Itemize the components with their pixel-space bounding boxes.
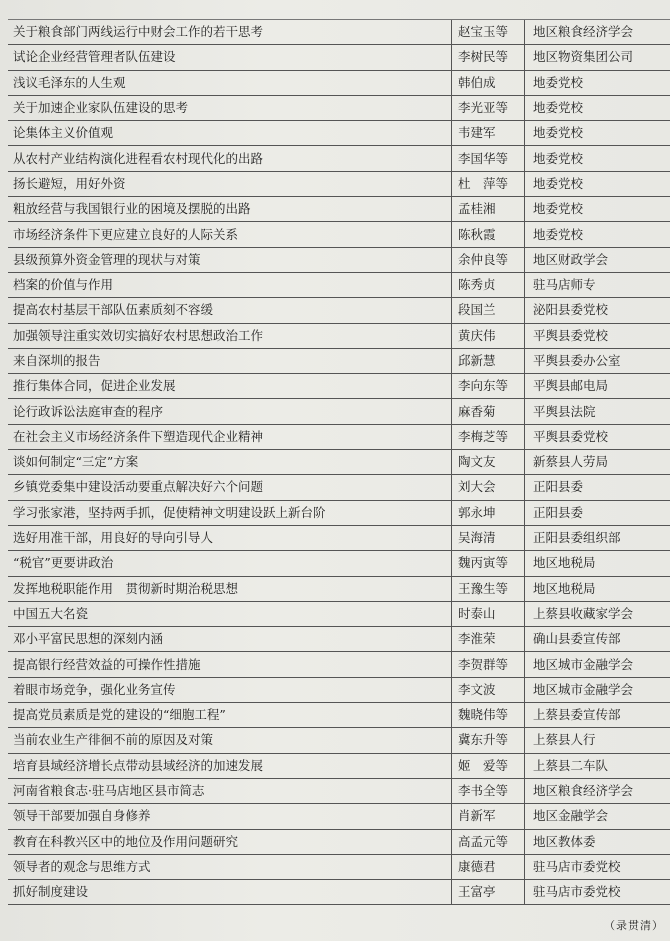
paper-author: 李书全等 <box>452 778 525 803</box>
paper-title: 谈如何制定“三定”方案 <box>8 450 452 475</box>
author-unit: 地委党校 <box>525 222 670 247</box>
paper-author: 康德君 <box>452 854 525 879</box>
table-row <box>8 171 670 196</box>
paper-author: 余仲良等 <box>452 247 525 272</box>
paper-author: 姬 爱等 <box>452 753 525 778</box>
table-row <box>8 627 670 652</box>
paper-title: 推行集体合同，促进企业发展 <box>8 374 452 399</box>
table-row <box>8 323 670 348</box>
author-unit: 上蔡县收藏家学会 <box>525 601 670 626</box>
paper-title: 加强领导注重实效切实搞好农村思想政治工作 <box>8 323 452 348</box>
author-unit: 平舆县委党校 <box>525 323 670 348</box>
table-row <box>8 298 670 323</box>
author-unit: 地委党校 <box>525 70 670 95</box>
paper-title: 浅议毛泽东的人生观 <box>8 70 452 95</box>
paper-title: 当前农业生产徘徊不前的原因及对策 <box>8 728 452 753</box>
paper-author: 邱新慧 <box>452 348 525 373</box>
table-row <box>8 703 670 728</box>
paper-title: 选好用准干部，用良好的导向引导人 <box>8 525 452 550</box>
paper-title: 提高农村基层干部队伍素质刻不容缓 <box>8 298 452 323</box>
paper-author: 陶文友 <box>452 450 525 475</box>
paper-author: 韩伯成 <box>452 70 525 95</box>
author-unit: 正阳县委 <box>525 500 670 525</box>
paper-title: 领导者的观念与思维方式 <box>8 854 452 879</box>
author-unit: 正阳县委组织部 <box>525 525 670 550</box>
paper-title: 抓好制度建设 <box>8 880 452 905</box>
table-row <box>8 854 670 879</box>
paper-title: 乡镇党委集中建设活动要重点解决好六个问题 <box>8 475 452 500</box>
author-unit: 地委党校 <box>525 146 670 171</box>
table-row <box>8 804 670 829</box>
paper-title: 邓小平富民思想的深刻内涵 <box>8 627 452 652</box>
paper-title: 河南省粮食志·驻马店地区县市简志 <box>8 778 452 803</box>
paper-author: 孟桂湘 <box>452 197 525 222</box>
paper-author: 李树民等 <box>452 45 525 70</box>
table-row <box>8 728 670 753</box>
table-row <box>8 677 670 702</box>
author-unit: 驻马店市委党校 <box>525 854 670 879</box>
author-unit: 确山县委宣传部 <box>525 627 670 652</box>
author-unit: 上蔡县人行 <box>525 728 670 753</box>
paper-title: 教育在科教兴区中的地位及作用问题研究 <box>8 829 452 854</box>
paper-title: 扬长避短，用好外资 <box>8 171 452 196</box>
paper-author: 李向东等 <box>452 374 525 399</box>
author-unit: 驻马店师专 <box>525 272 670 297</box>
author-unit: 新蔡县人劳局 <box>525 450 670 475</box>
paper-title: 粗放经营与我国银行业的困境及摆脱的出路 <box>8 197 452 222</box>
paper-author: 赵宝玉等 <box>452 20 525 45</box>
paper-title: 提高银行经营效益的可操作性措施 <box>8 652 452 677</box>
paper-title: “税官”更要讲政治 <box>8 551 452 576</box>
table-row <box>8 95 670 120</box>
author-unit: 驻马店市委党校 <box>525 880 670 905</box>
table-row <box>8 45 670 70</box>
table-row <box>8 272 670 297</box>
paper-title: 来自深圳的报告 <box>8 348 452 373</box>
paper-title: 领导干部要加强自身修养 <box>8 804 452 829</box>
author-unit: 泌阳县委党校 <box>525 298 670 323</box>
table-row <box>8 374 670 399</box>
paper-title: 学习张家港，坚持两手抓，促使精神文明建设跃上新台阶 <box>8 500 452 525</box>
author-unit: 平舆县法院 <box>525 399 670 424</box>
table-row <box>8 576 670 601</box>
author-unit: 正阳县委 <box>525 475 670 500</box>
table-row <box>8 20 670 45</box>
table-row <box>8 829 670 854</box>
paper-author: 肖新军 <box>452 804 525 829</box>
paper-title: 从农村产业结构演化进程看农村现代化的出路 <box>8 146 452 171</box>
table-row <box>8 146 670 171</box>
table-row <box>8 399 670 424</box>
author-unit: 地委党校 <box>525 171 670 196</box>
table-row <box>8 70 670 95</box>
author-unit: 平舆县委办公室 <box>525 348 670 373</box>
paper-author: 刘大会 <box>452 475 525 500</box>
paper-author: 冀东升等 <box>452 728 525 753</box>
author-unit: 地区地税局 <box>525 576 670 601</box>
author-unit: 上蔡县委宣传部 <box>525 703 670 728</box>
author-unit: 地委党校 <box>525 197 670 222</box>
table-row <box>8 222 670 247</box>
paper-author: 吴海清 <box>452 525 525 550</box>
table-row <box>8 424 670 449</box>
paper-author: 韦建军 <box>452 121 525 146</box>
paper-title: 论集体主义价值观 <box>8 121 452 146</box>
author-unit: 地区金融学会 <box>525 804 670 829</box>
table-row <box>8 121 670 146</box>
paper-author: 黄庆伟 <box>452 323 525 348</box>
author-unit: 地区粮食经济学会 <box>525 20 670 45</box>
paper-author: 杜 萍等 <box>452 171 525 196</box>
paper-author: 高孟元等 <box>452 829 525 854</box>
paper-author: 李淮荣 <box>452 627 525 652</box>
table-row <box>8 551 670 576</box>
table-row <box>8 500 670 525</box>
paper-title: 市场经济条件下更应建立良好的人际关系 <box>8 222 452 247</box>
paper-author: 李国华等 <box>452 146 525 171</box>
paper-author: 郭永坤 <box>452 500 525 525</box>
table-row <box>8 247 670 272</box>
author-unit: 地区地税局 <box>525 551 670 576</box>
paper-author: 王富亭 <box>452 880 525 905</box>
paper-title: 提高党员素质是党的建设的“细胞工程” <box>8 703 452 728</box>
paper-title: 试论企业经营管理者队伍建设 <box>8 45 452 70</box>
paper-author: 李文波 <box>452 677 525 702</box>
author-unit: 地区粮食经济学会 <box>525 778 670 803</box>
paper-title: 发挥地税职能作用 贯彻新时期治税思想 <box>8 576 452 601</box>
paper-author: 麻香菊 <box>452 399 525 424</box>
paper-author: 段国兰 <box>452 298 525 323</box>
paper-author: 陈秀贞 <box>452 272 525 297</box>
paper-list-table <box>8 20 670 905</box>
table-row <box>8 450 670 475</box>
paper-title: 县级预算外资金管理的现状与对策 <box>8 247 452 272</box>
paper-author: 时泰山 <box>452 601 525 626</box>
author-unit: 地委党校 <box>525 121 670 146</box>
table-row <box>8 197 670 222</box>
author-unit: 地委党校 <box>525 95 670 120</box>
paper-title: 关于加速企业家队伍建设的思考 <box>8 95 452 120</box>
table-row <box>8 348 670 373</box>
paper-author: 李梅芝等 <box>452 424 525 449</box>
author-unit: 平舆县委党校 <box>525 424 670 449</box>
table-row <box>8 778 670 803</box>
author-unit: 地区城市金融学会 <box>525 677 670 702</box>
paper-author: 魏丙寅等 <box>452 551 525 576</box>
paper-title: 中国五大名瓷 <box>8 601 452 626</box>
editor-credit: （录贯清） <box>604 919 664 932</box>
table-row <box>8 475 670 500</box>
author-unit: 平舆县邮电局 <box>525 374 670 399</box>
paper-title: 着眼市场竞争，强化业务宣传 <box>8 677 452 702</box>
table-row <box>8 880 670 905</box>
table-row <box>8 753 670 778</box>
paper-title: 关于粮食部门两线运行中财会工作的若干思考 <box>8 20 452 45</box>
paper-author: 陈秋霞 <box>452 222 525 247</box>
paper-title: 在社会主义市场经济条件下塑造现代企业精神 <box>8 424 452 449</box>
paper-author: 王豫生等 <box>452 576 525 601</box>
paper-title: 档案的价值与作用 <box>8 272 452 297</box>
paper-title: 论行政诉讼法庭审查的程序 <box>8 399 452 424</box>
table-row <box>8 525 670 550</box>
author-unit: 地区教体委 <box>525 829 670 854</box>
author-unit: 上蔡县二车队 <box>525 753 670 778</box>
paper-title: 培育县域经济增长点带动县域经济的加速发展 <box>8 753 452 778</box>
paper-author: 李贺群等 <box>452 652 525 677</box>
table-row <box>8 652 670 677</box>
paper-author: 李光亚等 <box>452 95 525 120</box>
author-unit: 地区财政学会 <box>525 247 670 272</box>
author-unit: 地区物资集团公司 <box>525 45 670 70</box>
author-unit: 地区城市金融学会 <box>525 652 670 677</box>
paper-author: 魏晓伟等 <box>452 703 525 728</box>
table-row <box>8 601 670 626</box>
